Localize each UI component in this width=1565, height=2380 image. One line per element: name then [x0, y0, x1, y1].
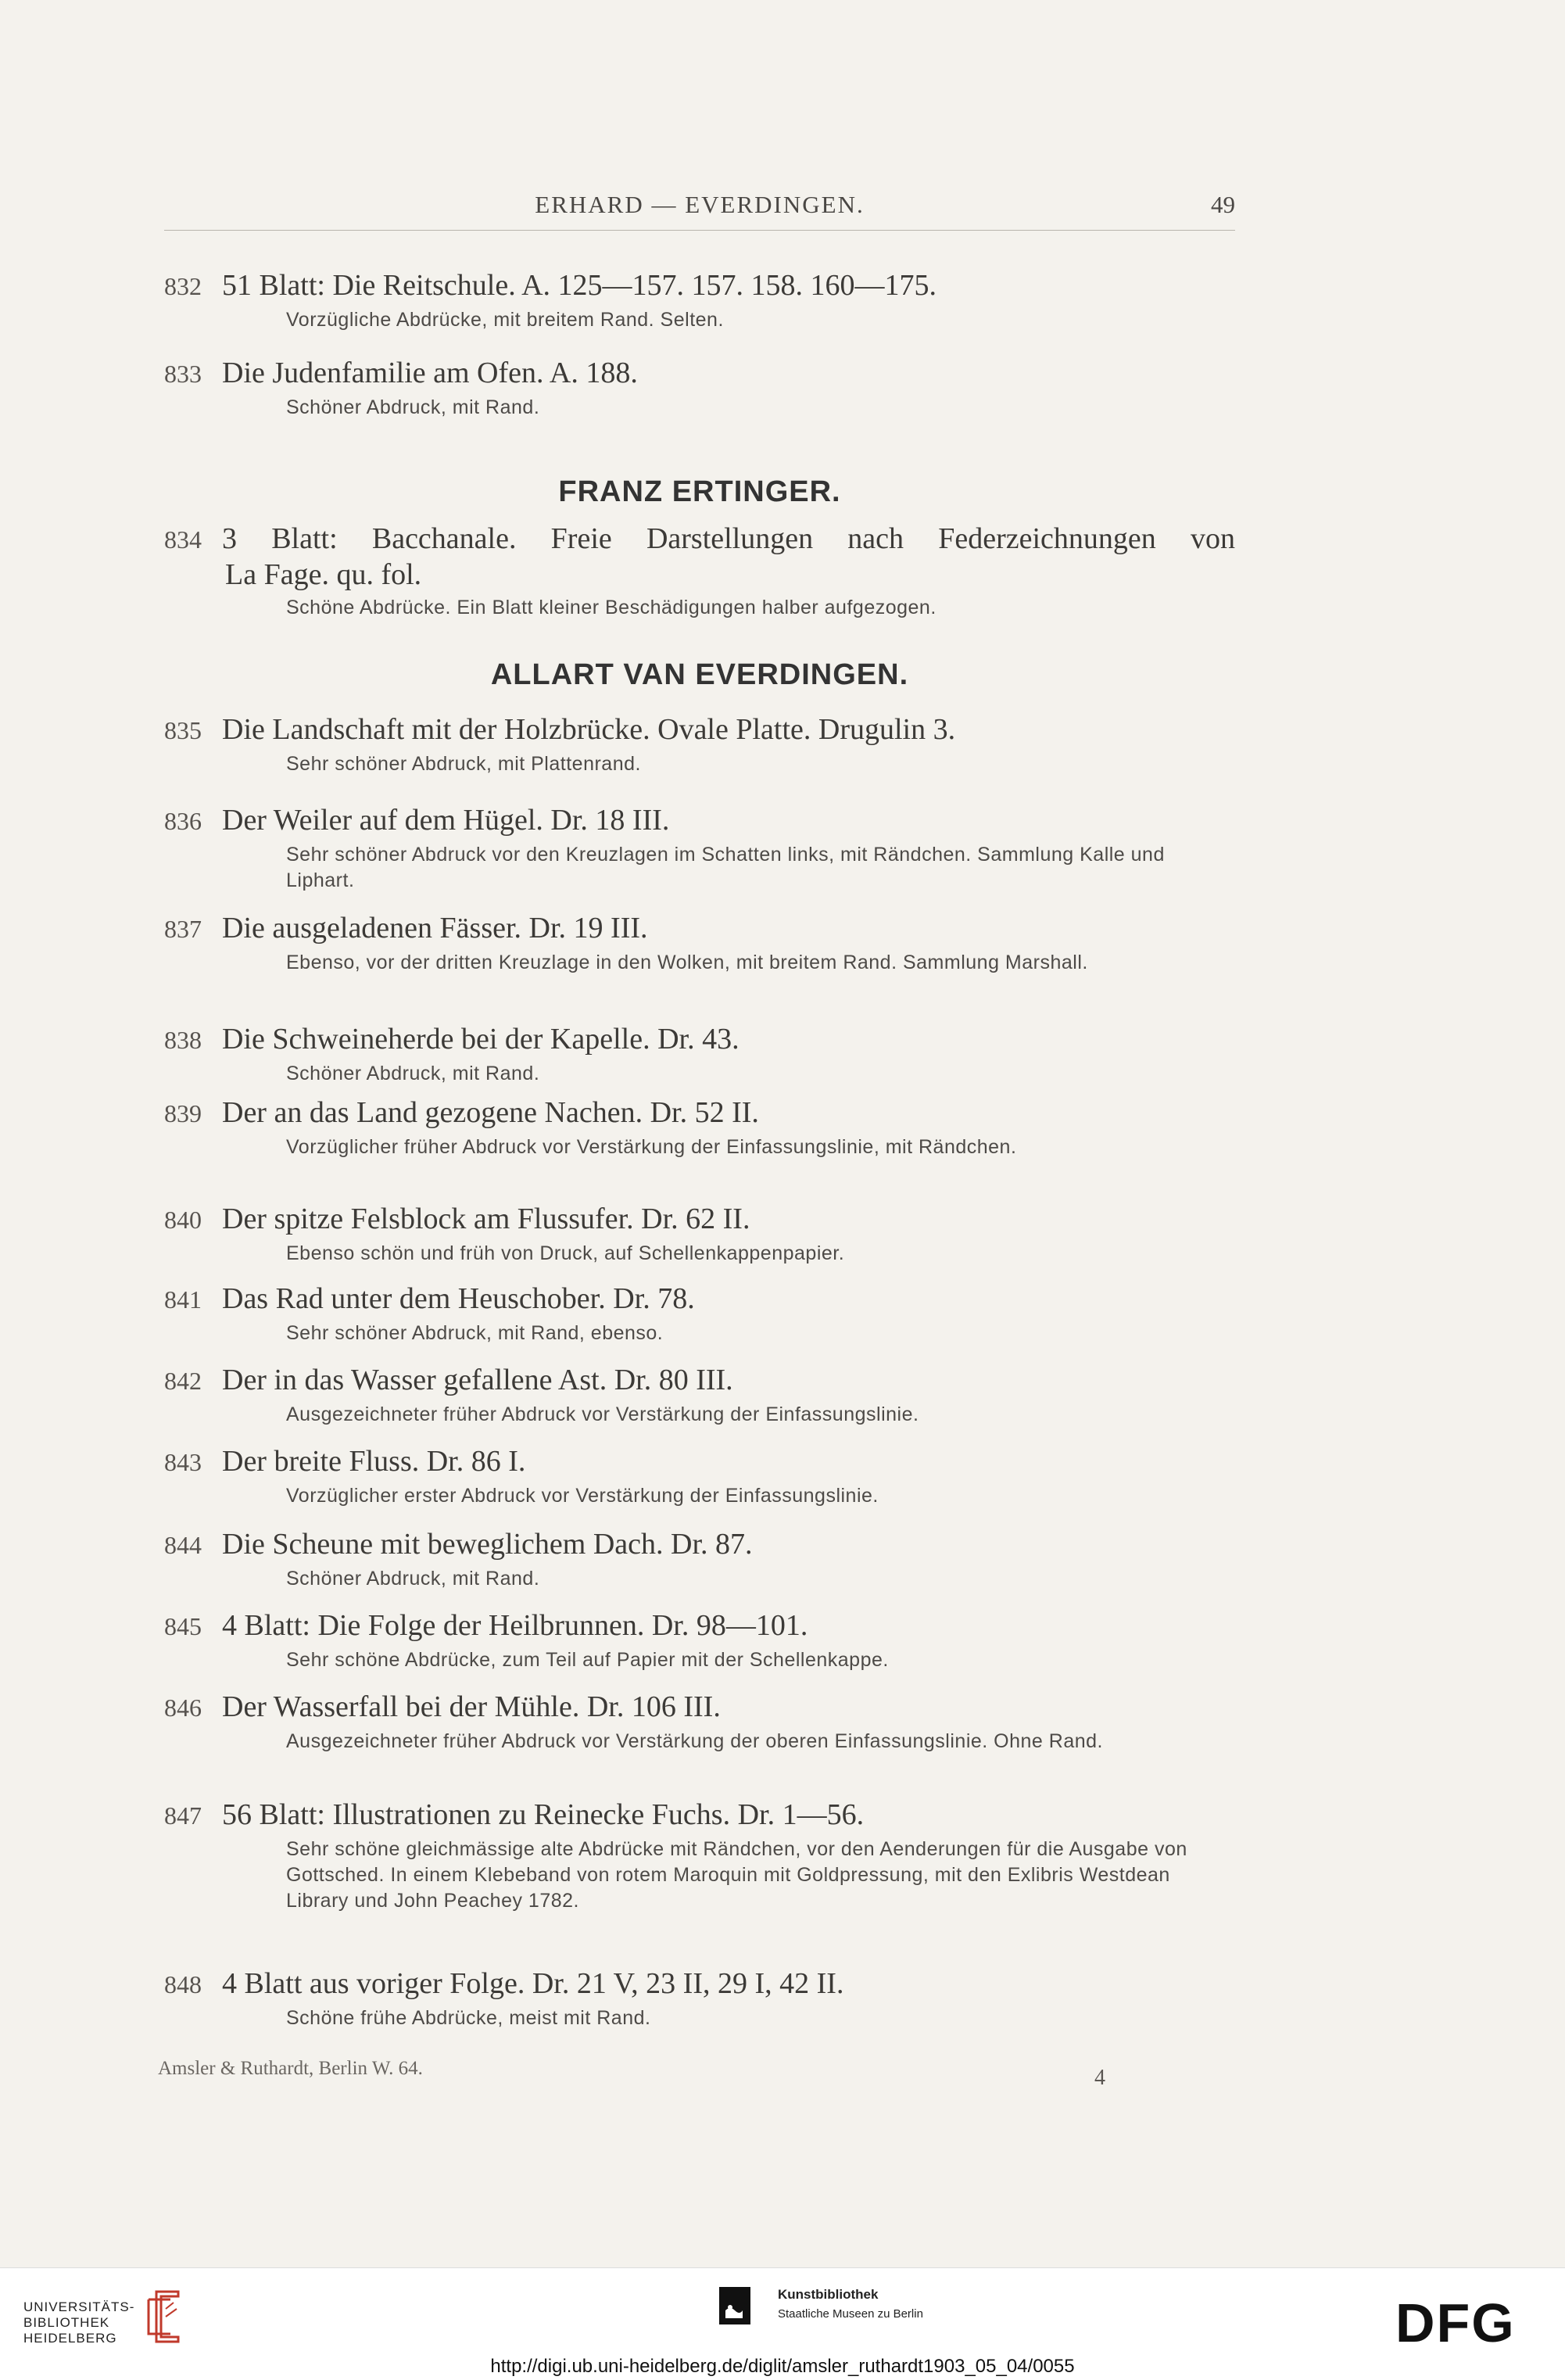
entry-title: Der an das Land gezogene Nachen. Dr. 52 II. — [222, 1096, 759, 1129]
header-rule — [164, 230, 1235, 231]
entry-note: Sehr schöne gleichmässige alte Abdrücke mit Rändchen, vor den Aenderungen für die Ausgabe von Gottsched. In einem Klebeband von rotem Maroquin mit Goldpressung, mit den Exlibris Westdean Library und John Peachey 1782. — [286, 1838, 1187, 1912]
entry-title: Das Rad unter dem Heuschober. Dr. 78. — [222, 1282, 695, 1315]
catalog-entry-846 — [164, 1689, 1235, 1755]
catalog-entry-848 — [164, 1966, 1235, 2031]
entry-number: 842 — [164, 1367, 202, 1395]
running-header — [164, 185, 1235, 231]
entry-note: Ebenso schön und früh von Druck, auf Schellenkappenpapier. — [286, 1242, 845, 1264]
catalog-entry-837 — [164, 910, 1235, 976]
entry-number: 848 — [164, 1970, 202, 1998]
entry-note: Schöner Abdruck, mit Rand. — [286, 1568, 540, 1590]
entry-note: Schöne Abdrücke. Ein Blatt kleiner Beschädigungen halber aufgezogen. — [286, 597, 936, 618]
entry-title: Die Judenfamilie am Ofen. A. 188. — [222, 357, 638, 389]
entry-note: Sehr schöner Abdruck, mit Plattenrand. — [286, 753, 641, 775]
university-library-name[interactable] — [23, 2299, 134, 2346]
entry-note: Schöner Abdruck, mit Rand. — [286, 396, 540, 418]
kunstbibliothek-logo-icon[interactable] — [719, 2287, 750, 2324]
entry-number: 838 — [164, 1026, 202, 1054]
entry-note: Vorzügliche Abdrücke, mit breitem Rand. Selten. — [286, 309, 724, 331]
entry-title: Der spitze Felsblock am Flussufer. Dr. 62 II. — [222, 1203, 750, 1235]
entry-number: 837 — [164, 915, 202, 943]
section-heading-everdingen: ALLART VAN EVERDINGEN. — [490, 658, 909, 691]
catalog-entry-838 — [164, 1021, 1235, 1087]
entry-title: Der in das Wasser gefallene Ast. Dr. 80 III. — [222, 1364, 733, 1396]
entry-note: Sehr schöner Abdruck, mit Rand, ebenso. — [286, 1322, 664, 1344]
page-number: 49 — [1211, 191, 1235, 218]
entry-title: 3 Blatt: Bacchanale. Freie Darstellungen nach Federzeichnungen von — [222, 522, 1235, 555]
catalog-entry-836 — [164, 802, 1235, 894]
catalog-entry-847 — [164, 1797, 1235, 1914]
entry-number: 836 — [164, 807, 202, 835]
catalog-entry-840 — [164, 1201, 1235, 1267]
entry-number: 835 — [164, 716, 202, 744]
entry-note: Vorzüglicher früher Abdruck vor Verstärkung der Einfassungslinie, mit Rändchen. — [286, 1136, 1017, 1158]
catalog-entry-845 — [164, 1608, 1235, 1673]
uni-line-3: HEIDELBERG — [23, 2331, 117, 2346]
catalog-entry-835 — [164, 711, 1235, 777]
entry-title: 51 Blatt: Die Reitschule. A. 125—157. 157. 158. 160—175. — [222, 269, 937, 302]
entry-title: 56 Blatt: Illustrationen zu Reinecke Fuchs. Dr. 1—56. — [222, 1798, 865, 1831]
kb-subtitle: Staatliche Museen zu Berlin — [778, 2307, 923, 2321]
entry-note: Ausgezeichneter früher Abdruck vor Verstärkung der Einfassungslinie. — [286, 1403, 919, 1425]
entry-title: Der Weiler auf dem Hügel. Dr. 18 III. — [222, 804, 670, 837]
entry-number: 846 — [164, 1694, 202, 1722]
catalog-entry-843 — [164, 1443, 1235, 1509]
entry-note: Ausgezeichneter früher Abdruck vor Verstärkung der oberen Einfassungslinie. Ohne Rand. — [286, 1730, 1103, 1752]
dfg-logo[interactable]: DFG — [1395, 2292, 1516, 2353]
entry-title: Die Schweineherde bei der Kapelle. Dr. 43. — [222, 1023, 740, 1056]
heidelberg-logo-icon[interactable] — [139, 2285, 186, 2348]
kunstbibliothek-label — [778, 2287, 923, 2321]
header-title: ERHARD — EVERDINGEN. — [535, 191, 865, 218]
section-heading-ertinger: FRANZ ERTINGER. — [558, 475, 841, 508]
entry-title: 4 Blatt aus voriger Folge. Dr. 21 V, 23 II, 29 I, 42 II. — [222, 1967, 844, 2000]
entry-note: Sehr schöne Abdrücke, zum Teil auf Papier mit der Schellenkappe. — [286, 1649, 889, 1671]
kb-name: Kunstbibliothek — [778, 2287, 879, 2302]
entry-note: Vorzüglicher erster Abdruck vor Verstärkung der Einfassungslinie. — [286, 1485, 879, 1507]
catalog-entry-839 — [164, 1095, 1235, 1160]
signature-mark: 4 — [1094, 2066, 1105, 2090]
entry-note: Schöne frühe Abdrücke, meist mit Rand. — [286, 2007, 651, 2029]
entry-number: 832 — [164, 272, 202, 300]
entry-number: 845 — [164, 1612, 202, 1640]
entry-title: Die Scheune mit beweglichem Dach. Dr. 87. — [222, 1528, 753, 1561]
entry-note: Sehr schöner Abdruck vor den Kreuzlagen im Schatten links, mit Rändchen. Sammlung Kalle und Liphart. — [286, 844, 1165, 891]
entry-number: 847 — [164, 1801, 202, 1830]
entry-title: Der Wasserfall bei der Mühle. Dr. 106 III. — [222, 1690, 721, 1723]
entry-number: 833 — [164, 360, 202, 388]
source-url[interactable]: http://digi.ub.uni-heidelberg.de/diglit/amsler_ruthardt1903_05_04/0055 — [0, 2353, 1565, 2380]
entry-number: 840 — [164, 1206, 202, 1234]
entry-number: 844 — [164, 1531, 202, 1559]
entry-title: Der breite Fluss. Dr. 86 I. — [222, 1445, 526, 1478]
digitization-banner — [0, 2267, 1565, 2354]
entry-title: 4 Blatt: Die Folge der Heilbrunnen. Dr. 98—101. — [222, 1609, 808, 1642]
entry-title-continued: La Fage. qu. fol. — [225, 558, 422, 591]
entry-note: Schöner Abdruck, mit Rand. — [286, 1063, 540, 1084]
entry-number: 843 — [164, 1448, 202, 1476]
catalog-entry-841 — [164, 1281, 1235, 1346]
entry-number: 834 — [164, 525, 202, 554]
catalog-entry-834 — [164, 521, 1235, 621]
entry-title: Die ausgeladenen Fässer. Dr. 19 III. — [222, 912, 648, 944]
catalog-entry-833 — [164, 355, 1235, 421]
uni-line-2: BIBLIOTHEK — [23, 2315, 110, 2330]
entry-number: 841 — [164, 1285, 202, 1314]
publisher-imprint: Amsler & Ruthardt, Berlin W. 64. — [158, 2058, 423, 2079]
uni-line-1: UNIVERSITÄTS- — [23, 2299, 135, 2314]
catalog-entry-842 — [164, 1362, 1235, 1428]
entry-note: Ebenso, vor der dritten Kreuzlage in den Wolken, mit breitem Rand. Sammlung Marshall. — [286, 952, 1088, 973]
entry-number: 839 — [164, 1099, 202, 1127]
entry-title: Die Landschaft mit der Holzbrücke. Ovale Platte. Drugulin 3. — [222, 713, 956, 746]
catalog-entry-832 — [164, 267, 1235, 333]
catalog-entry-844 — [164, 1526, 1235, 1592]
